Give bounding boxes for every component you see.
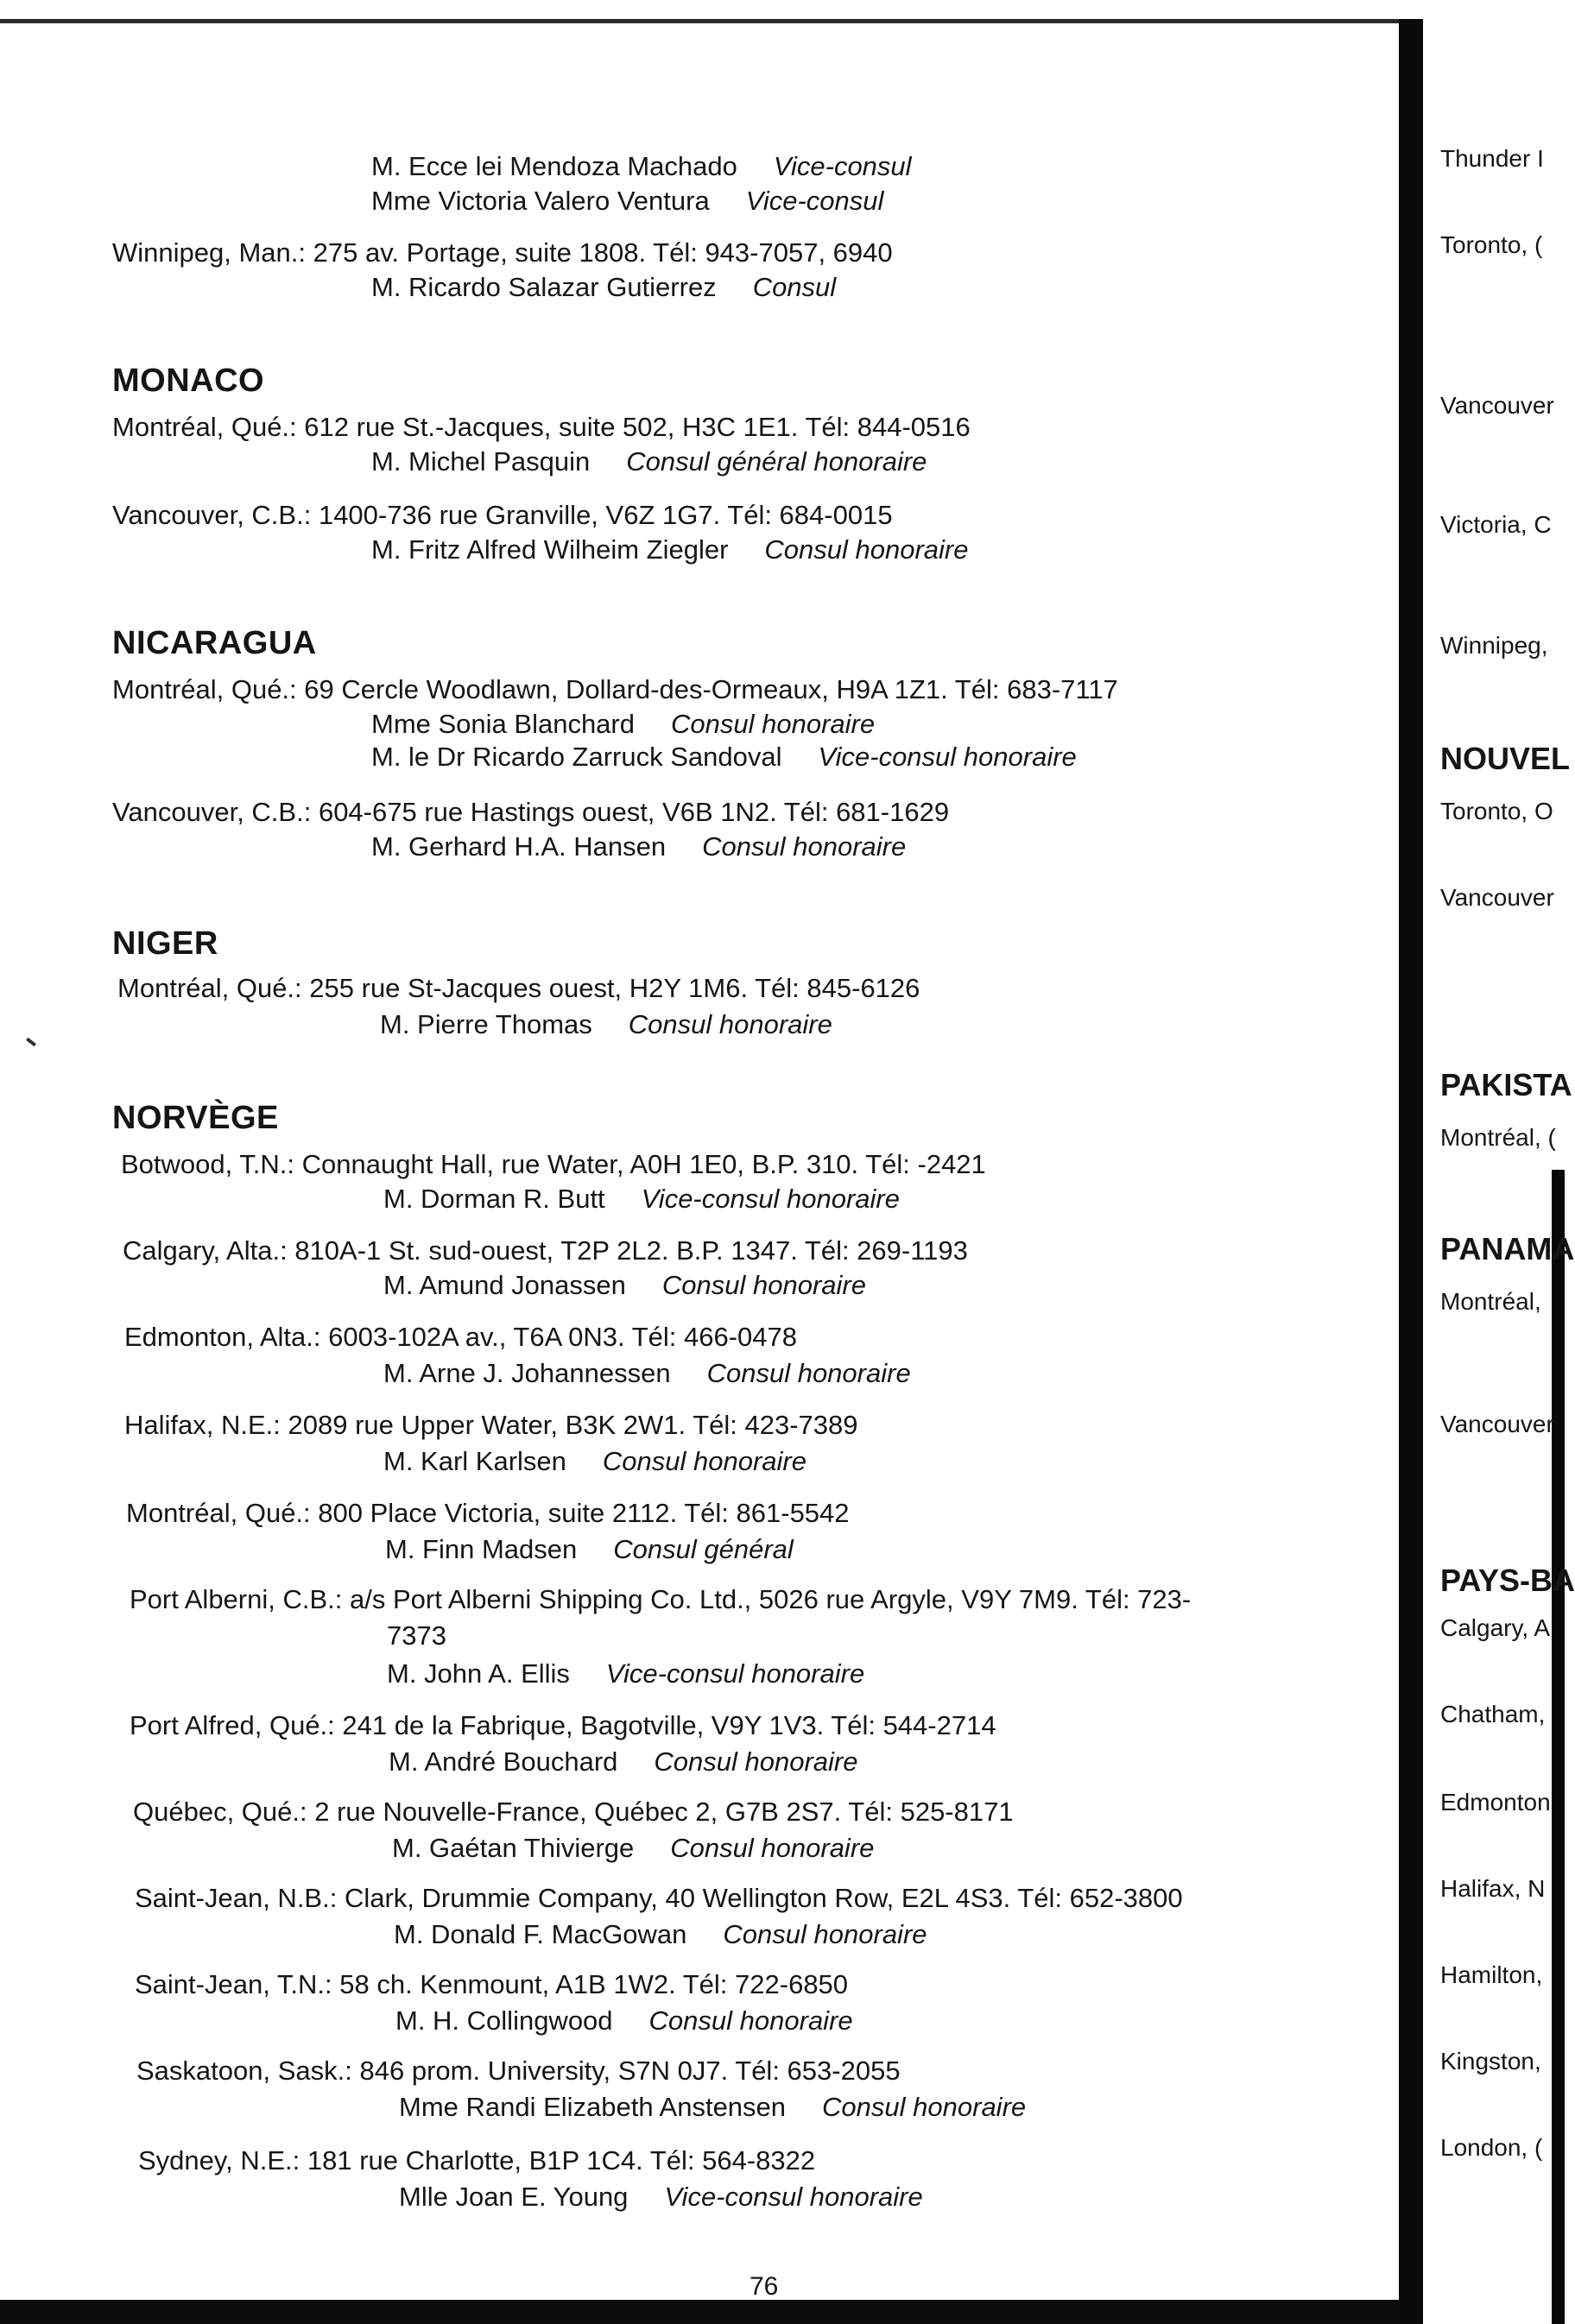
- entry-address: 2089 rue Upper Water, B3K 2W1. Tél: 423-7389: [288, 1410, 858, 1440]
- entry-city: Edmonton, Alta.:: [124, 1322, 321, 1352]
- entry-city: Québec, Qué.:: [133, 1797, 307, 1827]
- entry-address: 612 rue St.-Jacques, suite 502, H3C 1E1. Tél: 844-0516: [304, 412, 971, 442]
- person-name: M. le Dr Ricardo Zarruck Sandoval: [371, 742, 782, 772]
- person-role: Consul honoraire: [706, 1358, 911, 1388]
- right-page-fragment: [1423, 0, 1575, 2324]
- consulate-entry: [126, 1497, 850, 1530]
- consulate-entry: [112, 237, 893, 269]
- cut-city-label: Winnipeg,: [1440, 632, 1548, 659]
- entry-city: Saint-Jean, N.B.:: [135, 1883, 338, 1913]
- gutter-shadow: [1552, 1170, 1565, 2324]
- entry-city: Vancouver, C.B.:: [112, 500, 312, 530]
- entry-city: Winnipeg, Man.:: [112, 237, 306, 268]
- address-continuation: 7373: [387, 1620, 446, 1651]
- person-role: Vice-consul: [773, 151, 912, 181]
- person-line: [385, 1533, 794, 1566]
- entry-address: 275 av. Portage, suite 1808. Tél: 943-7057, 6940: [313, 237, 893, 268]
- consulate-entry: [138, 2144, 815, 2177]
- cut-city-label: Calgary, A: [1440, 1614, 1551, 1641]
- person-role: Consul général honoraire: [626, 446, 927, 477]
- consulate-entry: [135, 1968, 848, 2001]
- person-line: [380, 1008, 832, 1041]
- consulate-entry: [112, 796, 949, 829]
- person-name: M. André Bouchard: [389, 1746, 618, 1777]
- person-name: M. Pierre Thomas: [380, 1009, 592, 1039]
- consulate-entry: [135, 1882, 1183, 1915]
- person-name: M. Ricardo Salazar Gutierrez: [371, 272, 717, 302]
- cut-city-label: Halifax, N: [1440, 1875, 1546, 1902]
- entry-address: 810A-1 St. sud-ouest, T2P 2L2. B.P. 1347. Tél: 269-1193: [294, 1235, 968, 1266]
- person-role: Consul honoraire: [628, 1009, 832, 1039]
- person-name: M. Donald F. MacGowan: [394, 1919, 687, 1949]
- person-role: Consul honoraire: [702, 831, 907, 862]
- person-role: Consul général: [613, 1534, 794, 1564]
- consulate-entry: [112, 499, 893, 532]
- person-line: [371, 741, 1077, 774]
- person-line: [371, 150, 912, 183]
- person-role: Vice-consul honoraire: [664, 2182, 923, 2212]
- person-role: Consul: [752, 272, 837, 302]
- person-line: [395, 2005, 853, 2037]
- cut-city-label: Hamilton,: [1440, 1961, 1543, 1988]
- person-line: [371, 445, 927, 478]
- cut-city-label: Victoria, C: [1440, 511, 1552, 538]
- cut-city-label: Vancouver: [1440, 392, 1554, 419]
- person-line: [392, 1832, 874, 1865]
- person-name: M. Dorman R. Butt: [383, 1184, 605, 1214]
- entry-address: 241 de la Fabrique, Bagotville, V9Y 1V3. Tél: 544-2714: [342, 1710, 996, 1740]
- country-heading: NORVÈGE: [112, 1100, 279, 1136]
- entry-city: Saint-Jean, T.N.:: [135, 1969, 332, 1999]
- entry-address: 1400-736 rue Granville, V6Z 1G7. Tél: 684-0015: [318, 500, 893, 530]
- person-line: [387, 1658, 864, 1690]
- entry-city: Montréal, Qué.:: [126, 1498, 311, 1528]
- entry-city: Sydney, N.E.:: [138, 2145, 300, 2176]
- person-line: [383, 1357, 911, 1390]
- page-gutter: [1399, 19, 1423, 2324]
- cut-country-heading: PAKISTA: [1440, 1067, 1572, 1102]
- entry-city: Botwood, T.N.:: [121, 1149, 295, 1179]
- cut-country-heading: NOUVEL: [1440, 741, 1571, 776]
- person-role: Consul honoraire: [648, 2005, 853, 2036]
- person-line: [383, 1269, 866, 1302]
- person-role: Consul honoraire: [602, 1446, 806, 1476]
- entry-city: Port Alfred, Qué.:: [130, 1710, 335, 1740]
- person-line: [371, 708, 875, 741]
- consulate-entry: [136, 2055, 901, 2087]
- person-line: [389, 1746, 857, 1778]
- entry-city: Vancouver, C.B.:: [112, 797, 312, 827]
- consulate-entry: [117, 972, 920, 1005]
- person-line: [394, 1918, 927, 1951]
- consulate-entry: [112, 673, 1118, 706]
- consulate-entry: [112, 411, 971, 444]
- entry-address: Connaught Hall, rue Water, A0H 1E0, B.P. 310. Tél: -2421: [301, 1149, 986, 1179]
- person-line: [383, 1183, 900, 1216]
- entry-address: 6003-102A av., T6A 0N3. Tél: 466-0478: [328, 1322, 798, 1352]
- cut-city-label: Montréal, (: [1440, 1124, 1556, 1151]
- cut-country-heading: PAYS-BA: [1440, 1563, 1575, 1598]
- person-name: Mlle Joan E. Young: [399, 2182, 629, 2212]
- cut-city-label: London, (: [1440, 2134, 1543, 2161]
- person-name: Mme Sonia Blanchard: [371, 709, 635, 739]
- person-name: M. Michel Pasquin: [371, 446, 591, 477]
- cut-city-label: Thunder I: [1440, 145, 1544, 172]
- entry-city: Montréal, Qué.:: [112, 674, 297, 704]
- person-name: M. Karl Karlsen: [383, 1446, 566, 1476]
- person-name: M. H. Collingwood: [395, 2005, 613, 2036]
- person-role: Consul honoraire: [723, 1919, 927, 1949]
- person-role: Consul honoraire: [670, 1833, 875, 1863]
- entry-address: 604-675 rue Hastings ouest, V6B 1N2. Tél: 681-1629: [318, 797, 950, 827]
- person-line: [383, 1445, 806, 1478]
- person-line: [371, 271, 836, 304]
- person-name: M. Gaétan Thivierge: [392, 1833, 635, 1863]
- cut-city-label: Toronto, O: [1440, 798, 1553, 824]
- person-role: Consul honoraire: [671, 709, 876, 739]
- person-name: M. Arne J. Johannessen: [383, 1358, 671, 1388]
- consulate-entry: [124, 1409, 858, 1442]
- entry-address: 800 Place Victoria, suite 2112. Tél: 861-5542: [318, 1498, 850, 1528]
- entry-address: a/s Port Alberni Shipping Co. Ltd., 5026 rue Argyle, V9Y 7M9. Tél: 723-: [350, 1584, 1192, 1614]
- person-name: M. Amund Jonassen: [383, 1270, 626, 1300]
- person-name: Mme Victoria Valero Ventura: [371, 186, 710, 216]
- person-role: Consul honoraire: [654, 1746, 858, 1777]
- person-name: M. Finn Madsen: [385, 1534, 578, 1564]
- page-number: 76: [750, 2272, 779, 2301]
- cut-city-label: Toronto, (: [1440, 231, 1543, 258]
- entry-address: 846 prom. University, S7N 0J7. Tél: 653-2055: [359, 2056, 901, 2086]
- bottom-page-edge: [0, 2300, 1399, 2324]
- person-name: M. John A. Ellis: [387, 1658, 570, 1689]
- entry-city: Halifax, N.E.:: [124, 1410, 281, 1440]
- cut-city-label: Vancouver: [1440, 884, 1554, 911]
- entry-address: Clark, Drummie Company, 40 Wellington Row, E2L 4S3. Tél: 652-3800: [344, 1883, 1183, 1913]
- person-name: Mme Randi Elizabeth Anstensen: [399, 2092, 787, 2122]
- person-role: Consul honoraire: [764, 534, 969, 565]
- consulate-entry: [124, 1321, 797, 1354]
- cut-country-heading: PANAMA: [1440, 1231, 1575, 1266]
- person-role: Consul honoraire: [661, 1270, 866, 1300]
- entry-address: 69 Cercle Woodlawn, Dollard-des-Ormeaux, H9A 1Z1. Tél: 683-7117: [304, 674, 1118, 704]
- entry-city: Calgary, Alta.:: [123, 1235, 288, 1266]
- consulate-entry: [130, 1583, 1191, 1616]
- person-line: [399, 2181, 923, 2213]
- entry-city: Montréal, Qué.:: [117, 973, 302, 1003]
- consulate-entry: [121, 1148, 986, 1181]
- person-name: M. Gerhard H.A. Hansen: [371, 831, 667, 862]
- country-heading: MONACO: [112, 363, 265, 399]
- cut-city-label: Montréal,: [1440, 1288, 1541, 1315]
- consulate-entry: [133, 1796, 1014, 1828]
- person-role: Consul honoraire: [822, 2092, 1027, 2122]
- person-line: [371, 534, 969, 566]
- cut-city-label: Kingston,: [1440, 2048, 1541, 2075]
- cut-city-label: Edmonton: [1440, 1789, 1551, 1816]
- person-role: Vice-consul: [745, 186, 884, 216]
- entry-address: 181 rue Charlotte, B1P 1C4. Tél: 564-8322: [307, 2145, 816, 2176]
- entry-address: 2 rue Nouvelle-France, Québec 2, G7B 2S7. Tél: 525-8171: [314, 1797, 1014, 1827]
- entry-city: Montréal, Qué.:: [112, 412, 297, 442]
- person-name: M. Fritz Alfred Wilheim Ziegler: [371, 534, 729, 565]
- person-role: Vice-consul honoraire: [641, 1184, 900, 1214]
- country-heading: NIGER: [112, 925, 218, 962]
- entry-address: 255 rue St-Jacques ouest, H2Y 1M6. Tél: 845-6126: [309, 973, 920, 1003]
- entry-city: Saskatoon, Sask.:: [136, 2056, 352, 2086]
- person-line: [371, 185, 883, 218]
- entry-city: Port Alberni, C.B.:: [130, 1584, 343, 1614]
- person-name: M. Ecce lei Mendoza Machado: [371, 151, 737, 181]
- cut-city-label: Chatham,: [1440, 1701, 1546, 1727]
- entry-address: 58 ch. Kenmount, A1B 1W2. Tél: 722-6850: [339, 1969, 849, 1999]
- consulate-entry: [130, 1709, 996, 1742]
- country-heading: NICARAGUA: [112, 625, 317, 661]
- person-line: [399, 2091, 1026, 2124]
- consulate-entry: [123, 1235, 968, 1267]
- person-role: Vice-consul honoraire: [818, 742, 1077, 772]
- person-role: Vice-consul honoraire: [605, 1658, 865, 1689]
- cut-city-label: Vancouver: [1440, 1411, 1554, 1437]
- person-line: [371, 830, 906, 863]
